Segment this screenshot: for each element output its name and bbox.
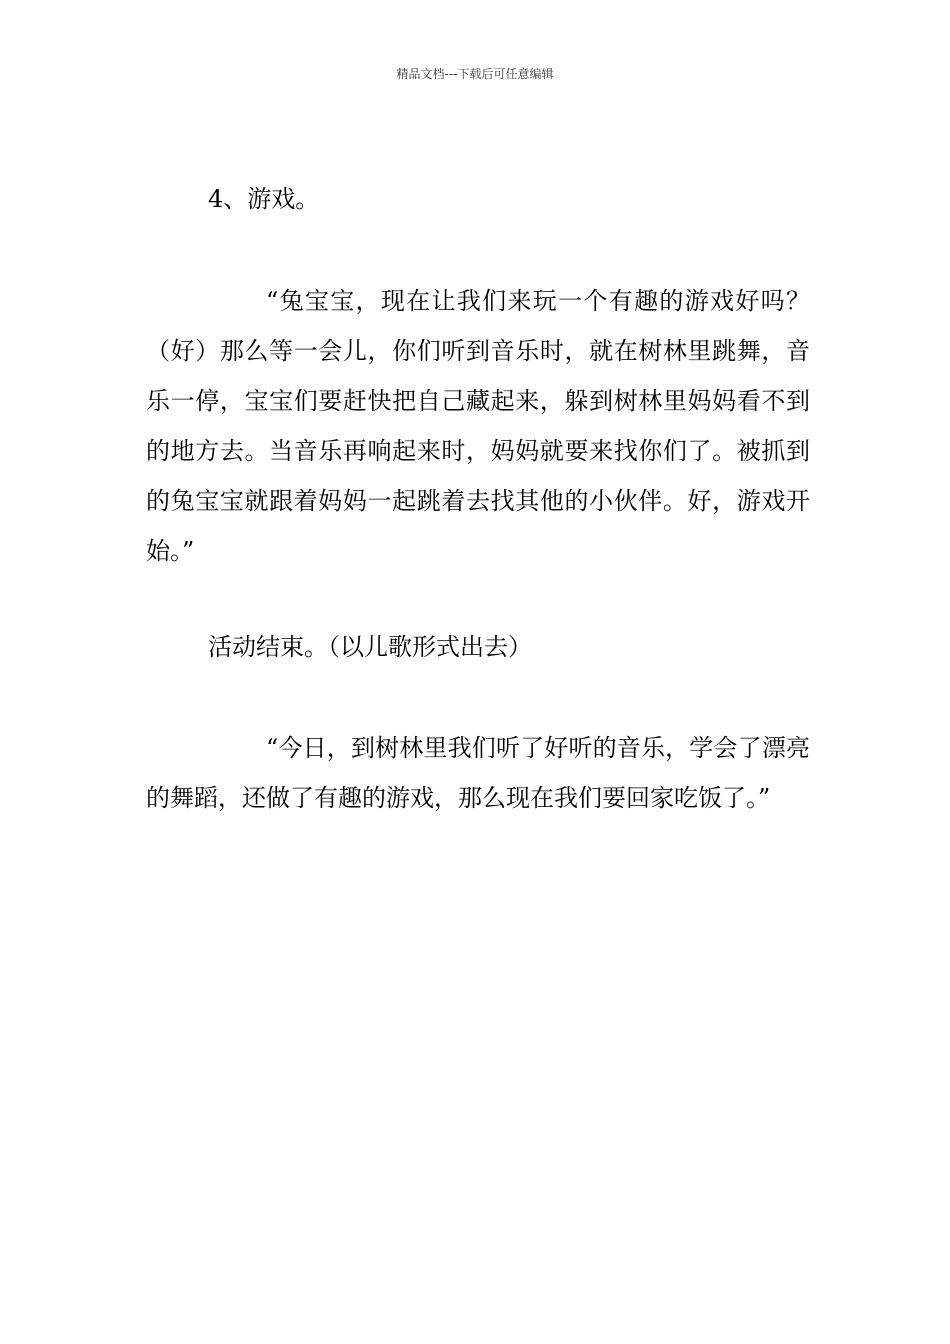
closing-paragraph: “今日，到树林里我们听了好听的音乐，学会了漂亮的舞蹈，还做了有趣的游戏，那么现在我们要回家吃饭了。” [146,734,810,812]
page-header: 精品文档---下载后可任意编辑 [396,67,554,81]
section-heading-game: 4、游戏。 [208,185,320,213]
activity-end-heading: 活动结束。（以儿歌形式出去） [208,633,532,661]
game-instructions-paragraph: “兔宝宝，现在让我们来玩一个有趣的游戏好吗？（好）那么等一会儿，你们听到音乐时，就在树林里跳舞，音乐一停，宝宝们要赶快把自己藏起来，躲到树林里妈妈看不到的地方去。当音乐再响起来时，妈妈就要来找你们了。被抓到的兔宝宝就跟着妈妈一起跳着去找其他的小伙伴。好，游戏开始。” [146,287,810,565]
